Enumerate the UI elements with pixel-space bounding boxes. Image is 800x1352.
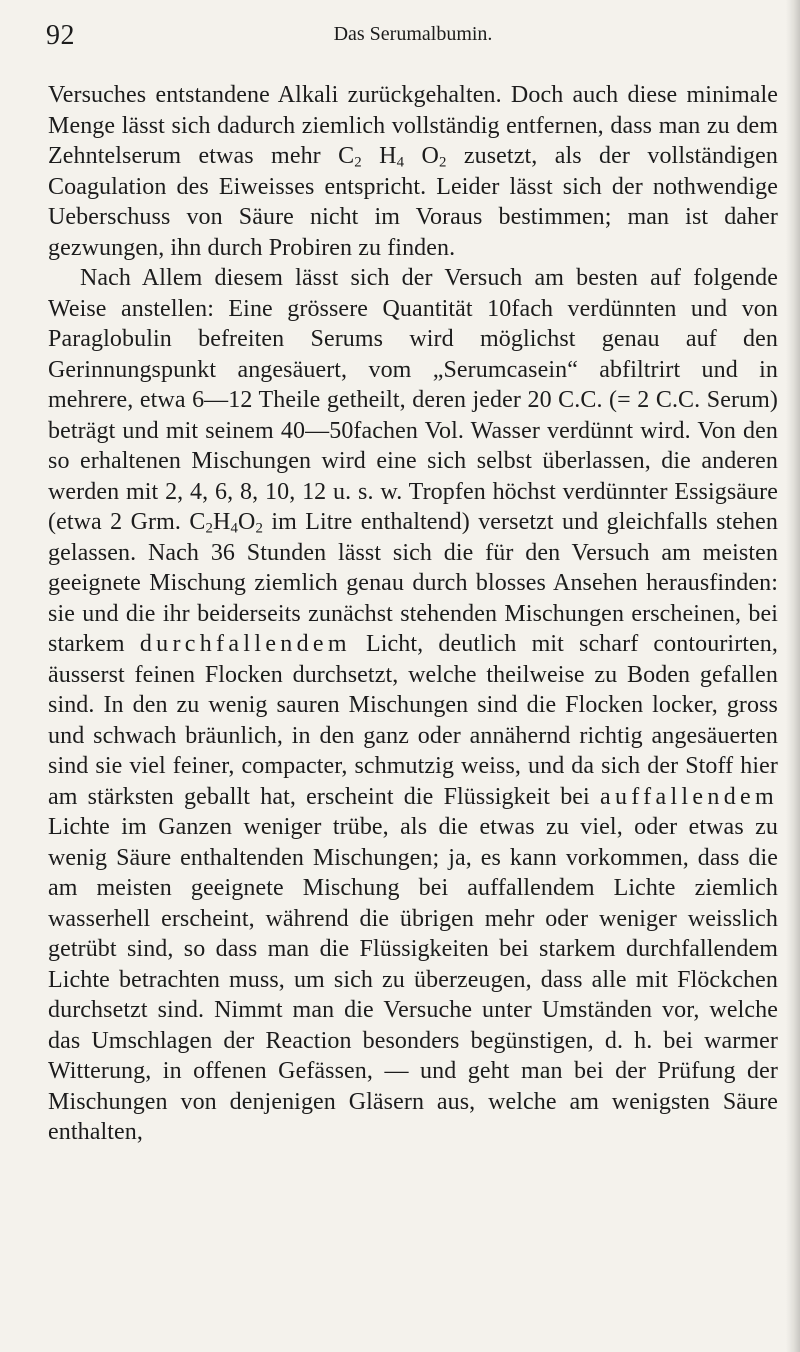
formula-subscript: 4 [396,154,405,171]
formula-subscript: 2 [354,154,362,171]
page-number: 92 [46,20,75,51]
emphasis-auffallendem: auffallendem [599,783,778,810]
paragraph-2-text-e: Licht, deutlich mit scharf contourirten, äusserst feinen Flocken durchsetzt, welche theilweise zu Boden gefallen sind. In den zu wenig sauren Mischungen sind die Flocken locker, gross und schwach bräunlich, in den ganz oder annähernd richtig angesäuerten sind sie viel feiner, compacter, schmutzig weiss, und da sich der Stoff hier am stärksten geballt hat, erscheint die Flüssigkeit bei [48,631,779,810]
page-header [48,20,778,54]
body-text [48,80,778,1148]
paragraph-2-text-c: O [238,509,256,535]
paragraph-1-text-d: zusetzt, als der vollständigen Coagulation des Eiweisses entspricht. Leider lässt sich der nothwendige Ueberschuss von Säure nicht im Voraus bestimmen; man ist daher gezwungen, ihn durch Probiren zu finden. [48,143,778,261]
paragraph-2-text-b: H [213,509,231,535]
page-edge-shadow [786,0,800,1352]
formula-subscript: 2 [205,520,214,537]
paragraph-2 [48,263,778,1148]
paragraph-1 [48,80,778,263]
paragraph-2-text-a: Nach Allem diesem lässt sich der Versuch am besten auf folgende Weise anstellen: Eine grössere Quantität 10fach verdünnten und von Paraglobulin befreiten Serums wird möglichst genau auf den Gerinnungspunkt angesäuert, vom „Serumcasein“ abfiltrirt und in mehrere, etwa 6—12 Theile getheilt, deren jeder 20 C.C. (= 2 C.C. Serum) beträgt und mit seinem 40—50fachen Vol. Wasser verdünnt wird. Von den so erhaltenen Mischungen wird eine sich selbst überlassen, die anderen werden mit 2, 4, 6, 8, 10, 12 u. s. w. Tropfen höchst verdünnter Essigsäure (etwa 2 Grm. C [48,265,778,535]
running-title: Das Serumalbumin. [333,23,493,45]
paragraph-2-text-d: im Litre enthaltend) versetzt und gleichfalls stehen gelassen. Nach 36 Stunden lässt sich die für den Versuch am meisten geeignete Mischung ziemlich genau durch blosses Ansehen herausfinden: sie und die ihr beiderseits zunächst stehenden Mischungen erscheinen, bei starkem [48,509,778,657]
paragraph-1-text-b: H [361,143,397,169]
paragraph-1-text-c: O [404,143,439,169]
formula-subscript: 4 [230,520,239,537]
formula-subscript: 2 [255,520,264,537]
paragraph-1-text-a: Versuches entstandene Alkali zurückgehalten. Doch auch diese minimale Menge lässt sich dadurch ziemlich vollständig entfernen, dass man zu dem Zehntelserum etwas mehr C [48,82,778,169]
formula-subscript: 2 [438,154,447,171]
emphasis-durchfallendem: durchfallendem [139,631,351,657]
paragraph-2-text-f: Lichte im Ganzen weniger trübe, als die etwas zu viel, oder etwas zu wenig Säure enthaltenden Mischungen; ja, es kann vorkommen, dass die am meisten geeignete Mischung bei auffallendem Lichte ziemlich wasserhell erscheint, während die übrigen mehr oder weniger weisslich getrübt sind, so dass man die Flüssigkeiten bei starkem durchfallendem Lichte betrachten muss, um sich zu überzeugen, dass alle mit Flöckchen durchsetzt sind. Nimmt man die Versuche unter Umständen vor, welche das Umschlagen der Reaction besonders begünstigen, d. h. bei warmer Witterung, in offenen Gefässen, — und geht man bei der Prüfung der Mischungen von denjenigen Gläsern aus, welche am wenigsten Säure enthalten, [48,814,778,1145]
